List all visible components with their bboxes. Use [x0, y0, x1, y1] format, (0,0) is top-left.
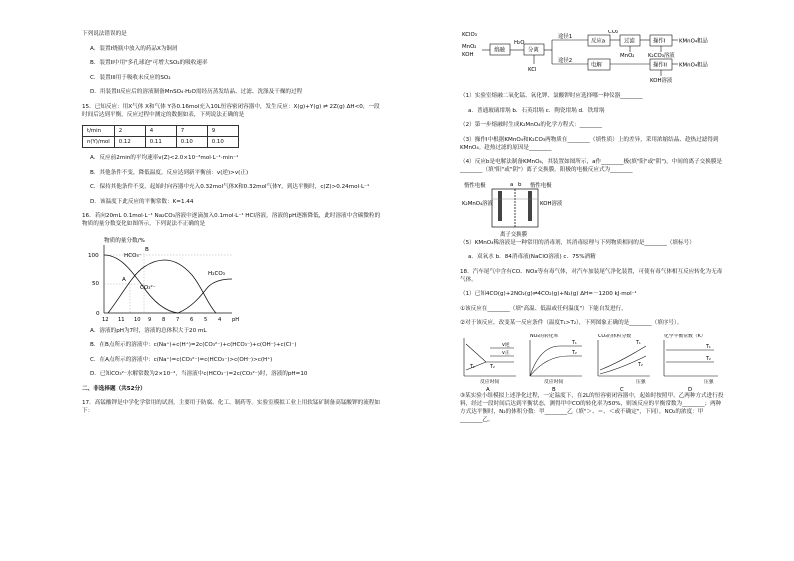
y-tick: 50: [92, 280, 100, 287]
label-h2co3: H₂CO₃: [208, 270, 225, 277]
graph-a: [464, 338, 516, 392]
q17-5: （5）KMnO₄稀溶液是一种常用的消毒剂，其消毒原理与下列物质相同的是________（填标号）: [460, 239, 695, 246]
op2-label: 操作II: [653, 62, 667, 69]
curve-label: v逆: [502, 342, 510, 348]
q18-stem: 18．汽车尾气中含有CO、NOx等有毒气体，对汽车加装尾气净化装置，可使有毒气体相互反应转化为无毒气体。: [460, 268, 723, 283]
x-tick: 8: [162, 316, 166, 323]
q17-4: （4）反应b是电解法制备KMnO₄，其装置如图所示，a作________极(填"阳"或"阴")，中间的离子交换膜是________（填"阳"或"阴"）离子交换膜。阳极的电极反应式为________: [460, 159, 723, 173]
route1-label: 途径1: [558, 34, 573, 40]
q15-option-b: B．其他条件不变，降低温度，反应达到新平衡前：v(逆)>v(正): [90, 169, 249, 176]
graph-label: B: [552, 386, 556, 392]
q16-option-a: A．溶液的pH为7时，溶液的总体积大于20 mL: [90, 327, 207, 334]
x-label: 反应时间: [544, 379, 564, 385]
terminal-b: b: [518, 181, 522, 188]
route2-label: 途径2: [558, 58, 573, 64]
product1-label: KMnO₄粗品: [679, 38, 708, 45]
q17-stem: 17．高锰酸钾是中学化学常用的试剂。主要用于防腐、化工、制药等。实验室模拟工业上用软锰矿制备高锰酸钾的流程如下：: [82, 400, 380, 414]
curve-co3: [104, 252, 178, 313]
table-cell: 0.10: [176, 137, 207, 148]
chart-ylabel: 物质的量分数/%: [104, 237, 145, 244]
x-tick: 4: [218, 316, 222, 323]
graph-d: [664, 334, 718, 392]
table-cell: 0.11: [145, 137, 176, 148]
graph-label: D: [688, 386, 693, 392]
water-label: H₂O: [514, 40, 525, 46]
op1-label: 操作I: [653, 38, 666, 45]
left-column: [82, 30, 382, 422]
q17-5-options: a．双氧水 b．84消毒液(NaClO溶液) c．75%酒精: [468, 254, 596, 260]
q16-option-c: C．在A点所示的溶液中：c(Na⁺)=c(CO₃²⁻)=c(HCO₃⁻)>c(OH⁻)>c(H⁺): [90, 356, 273, 363]
curve-label: T₂: [638, 362, 643, 368]
x-tick: 10: [134, 316, 141, 323]
q18-1: （1）已知4CO(g)+2NO₂(g)⇌4CO₂(g)+N₂(g) ΔH=－1200 kJ·mol⁻¹: [460, 291, 637, 297]
curve-label: v正: [502, 350, 510, 356]
curve-label: T₁: [636, 340, 641, 346]
reaction-a-label: 反应a: [591, 38, 606, 45]
x-label: 压强: [636, 379, 646, 385]
table-row: [83, 137, 239, 148]
q16-distribution-chart: [82, 235, 242, 327]
x-axis-label: pH: [232, 316, 240, 323]
q18-graphs: [460, 334, 725, 392]
curve-label: T₂: [490, 364, 495, 370]
q18-1a: ①该反应在________（填"高温、低温或任何温度"）下能自发进行。: [460, 305, 627, 312]
x-tick: 9: [148, 316, 152, 323]
q14-intro: 下列说法错误的是: [82, 31, 127, 37]
q17-1: （1）实验室熔融二氧化锰、氧化钾、氯酸钾时应选择哪一种仪器________: [460, 93, 643, 99]
x-tick: 12: [102, 316, 109, 323]
table-cell: 4: [145, 126, 176, 137]
q18-1c: ③某实验小组模拟上述净化过程，一定温度下，在2L的恒容密闭容器中，起始时按照甲、乙两种方式进行投料，经过一段时间后达到平衡状态，测得甲中CO的转化率为50%，则该反应的平衡常数为________；两种方式达平衡时，N₂的体积分数：甲________乙（填"＞、＝、＜或不确定"，下同），NO₂的浓度：甲________乙。: [460, 392, 724, 423]
q14-option-b: B．装置II中用"多孔球泡"可增大SO₂的吸收速率: [90, 60, 208, 66]
q18-1b: ②对于该反应，改变某一反应条件（温度T₁>T₂），下列图象正确的是________（填序号）。: [460, 320, 683, 326]
table-cell: 0.12: [114, 137, 145, 148]
q16-option-b: B．在B点所示的溶液中：c(Na⁺)+c(H⁺)=2c(CO₃²⁻)+c(HCO₃⁻)+c(OH⁻)+c(Cl⁻): [90, 342, 297, 348]
table-cell: 2: [114, 126, 145, 137]
kcl-label: KCl: [528, 67, 537, 73]
q14-option-c: C．装置III用于吸收未反应的SO₂: [90, 74, 171, 81]
q17-2: （2）第一步熔融时生成K₂MnO₄的化学方程式：________: [460, 122, 602, 128]
curve-label: T₁: [572, 340, 577, 346]
q16-stem: 16．若向20mL 0.1mol·L⁻¹ Na₂CO₃溶液中逐滴加入0.1mol·L⁻¹ HCl溶液，溶液的pH逐渐降低，此时溶液中含碳微粒的物质的量分数变化如图所示，下列说法不正确的是: [82, 213, 381, 227]
curve-hco3: [108, 260, 216, 313]
x-label: 压强: [704, 379, 714, 385]
anode: [498, 191, 502, 221]
electrolysis-label: 电解: [591, 62, 602, 69]
terminal-a: a: [510, 181, 514, 188]
mno2-label: MnO₂: [620, 53, 635, 59]
label-co3: CO₃²⁻: [140, 284, 156, 291]
table-cell: 7: [176, 126, 207, 137]
graph-label: C: [620, 386, 624, 392]
table-cell: t/min: [83, 126, 115, 137]
x-tick: 5: [204, 316, 208, 323]
right-electrode-label: 惰性电极: [530, 182, 552, 189]
product2-label: KMnO₄粗品: [679, 62, 708, 69]
q17-1-options: a．普通玻璃坩埚 b．石英坩埚 c．陶瓷坩埚 d．铁坩埚: [468, 107, 605, 114]
co2-label: CO₂: [608, 30, 619, 35]
section-heading: 二、非选择题（共52分）: [82, 385, 146, 392]
q15-option-a: A．反应前2min的平均速率v(Z)<2.0×10⁻³mol·L⁻¹·min⁻¹: [90, 155, 239, 161]
curve: [466, 362, 486, 370]
electrolysis-cell: [460, 181, 570, 239]
point-b: B: [145, 246, 149, 253]
graph-title: NO₂的转化率: [530, 333, 559, 339]
q15-table: [82, 125, 239, 148]
kmno4-flow-diagram: [460, 30, 725, 92]
y-tick: 100: [88, 252, 99, 259]
graph-label: A: [486, 386, 490, 392]
left-solution-label: K₂MnO₄溶液: [462, 200, 493, 207]
q16-option-d: D．已知CO₃²⁻水解常数为2×10⁻⁴，当溶液中c(HCO₃⁻)=2c(CO₃²⁻)时，溶液的pH=10: [90, 371, 308, 377]
q15-option-d: D．该温度下此反应的平衡常数：K=1.44: [90, 198, 194, 205]
table-row: [83, 126, 239, 137]
label-hco3: HCO₃⁻: [124, 252, 142, 259]
table-cell: 9: [207, 126, 238, 137]
curve-label: T₂: [706, 356, 711, 362]
q17-3: （3）操作I中根据KMnO₄和K₂CO₃两物质在________（填性质）上的差异，采用浓缩结晶、趁热过滤得到KMnO₄。趁热过滤的原因是________: [460, 136, 719, 151]
x-label: 反应时间: [480, 379, 500, 385]
split-label: 分离: [528, 47, 539, 54]
curve-label: T₁: [706, 344, 711, 350]
y-tick: 0: [96, 310, 100, 317]
graph-title: CO₂的体积分数: [598, 333, 632, 339]
k2co3-label: K₂CO₃溶液: [648, 53, 675, 59]
q14-option-d: D．用装置II反应后的溶液制备MnSO₄·H₂O需经历蒸发结晶、过滤、洗涤及干燥的过程: [90, 89, 303, 95]
left-electrode-label: 惰性电极: [464, 182, 486, 189]
q15-stem: 15．已知反应：用X气体 X和气体 Y各0.16mol充入10L恒容密闭容器中，发生反应：X(g)+Y(g) ⇌ 2Z(g) ΔH<0，一段时间后达到平衡，反应过程中测定的数据如表，下列说法正确的是: [82, 103, 380, 118]
right-column: [460, 30, 725, 430]
koh-solution-label: KOH溶液: [650, 78, 673, 84]
right-solution-label: KOH溶液: [540, 200, 563, 207]
x-tick: 7: [176, 316, 180, 323]
graph-title: 化学平衡常数（K）: [664, 333, 706, 339]
filter-label: 过滤: [624, 38, 635, 45]
table-cell: n(Y)/mol: [83, 137, 115, 148]
curve-label: T₁: [470, 364, 475, 370]
cathode: [528, 191, 532, 221]
curve-label: T₂: [572, 350, 577, 356]
graph-b: [530, 334, 582, 392]
flow-input: MnO₂: [462, 44, 477, 50]
table-cell: 0.10: [207, 137, 238, 148]
membrane-label: 离子交换膜: [500, 231, 527, 238]
flow-input: KOH: [462, 52, 474, 58]
melt-label: 熔融: [494, 47, 505, 54]
point-a: A: [122, 276, 126, 283]
graph-c: [598, 334, 650, 392]
x-tick: 11: [118, 316, 125, 323]
q15-option-c: C．保持其他条件不变，起始时向容器中充入0.32mol气体X和0.32mol气体Y，到达平衡时，c(Z)>0.24mol·L⁻¹: [90, 184, 370, 190]
q14-option-a: A．装置I烧瓶中放入的药品X为铜屑: [90, 45, 178, 52]
x-tick: 6: [190, 316, 194, 323]
flow-input: KClO₃: [462, 32, 477, 38]
